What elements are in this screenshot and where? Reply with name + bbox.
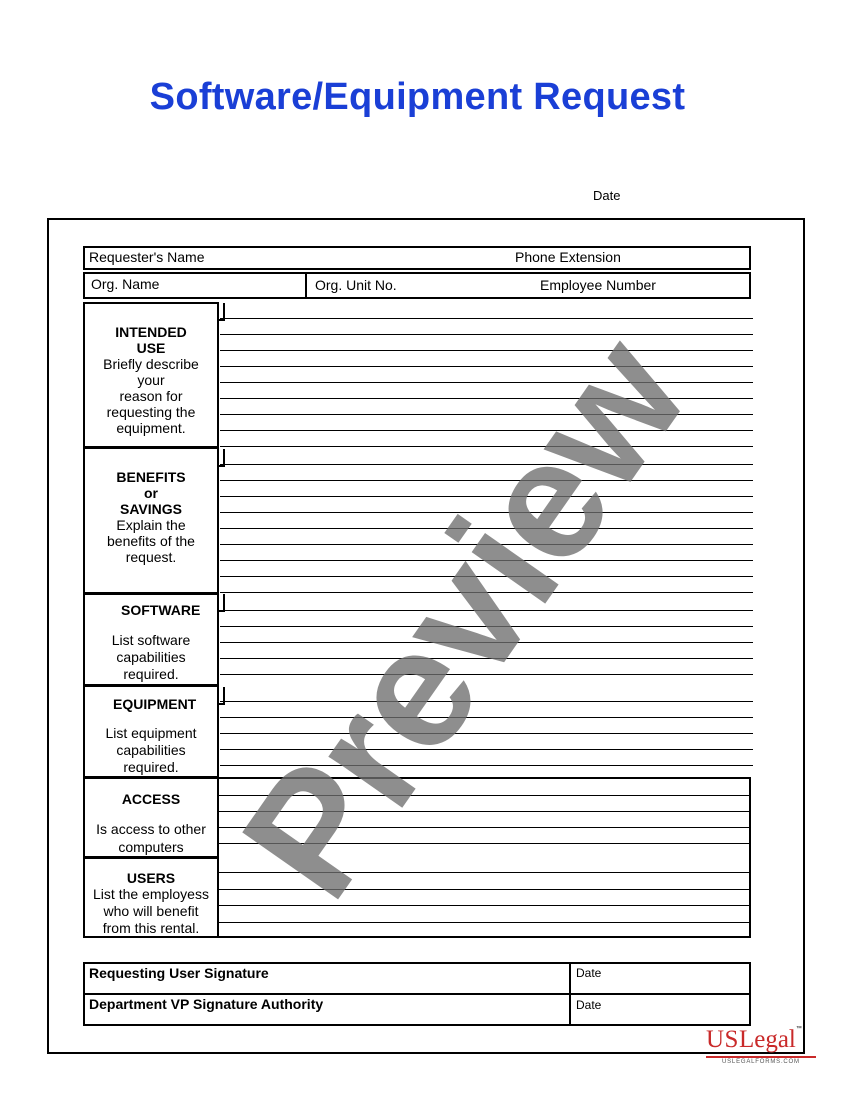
writing-line[interactable] bbox=[219, 827, 751, 828]
writing-line[interactable] bbox=[220, 576, 753, 577]
section-body: List the employess who will benefit from this rental. bbox=[93, 886, 209, 936]
logo-tagline: USLEGALFORMS.COM bbox=[722, 1059, 800, 1065]
signature-divider-vertical bbox=[569, 962, 571, 1026]
writing-line[interactable] bbox=[219, 811, 751, 812]
writing-line[interactable] bbox=[220, 626, 753, 627]
writing-line[interactable] bbox=[220, 765, 753, 766]
writing-line[interactable] bbox=[220, 642, 753, 643]
writing-line[interactable] bbox=[220, 512, 753, 513]
section-users bbox=[83, 857, 219, 938]
writing-line[interactable] bbox=[219, 922, 751, 923]
writing-line[interactable] bbox=[220, 701, 753, 702]
section-body: Is access to other computers bbox=[96, 821, 206, 855]
phone-extension-label: Phone Extension bbox=[515, 249, 621, 265]
writing-line[interactable] bbox=[220, 398, 753, 399]
logo-tm-icon: ™ bbox=[795, 1026, 802, 1032]
writing-line[interactable] bbox=[220, 446, 753, 447]
section-heading: SOFTWARE bbox=[121, 602, 201, 618]
access-users-lines-box bbox=[217, 777, 751, 938]
writing-line[interactable] bbox=[220, 610, 753, 611]
writing-line[interactable] bbox=[220, 414, 753, 415]
section-equipment bbox=[83, 685, 219, 778]
writing-line[interactable] bbox=[220, 560, 753, 561]
requesters-name-label: Requester's Name bbox=[89, 249, 205, 265]
logo-bar bbox=[706, 1056, 816, 1058]
writing-line[interactable] bbox=[220, 733, 753, 734]
requesting-user-signature-label: Requesting User Signature bbox=[89, 965, 269, 981]
writing-line[interactable] bbox=[220, 480, 753, 481]
writing-line[interactable] bbox=[220, 318, 753, 319]
writing-line[interactable] bbox=[220, 350, 753, 351]
section-software bbox=[83, 593, 219, 686]
section-body: List software capabilities required. bbox=[111, 632, 191, 682]
org-unit-label: Org. Unit No. bbox=[315, 277, 397, 293]
section-benefits bbox=[83, 447, 219, 594]
writing-line[interactable] bbox=[219, 889, 751, 890]
date-label: Date bbox=[593, 188, 621, 203]
uslegal-logo bbox=[706, 1026, 824, 1065]
writing-line[interactable] bbox=[220, 544, 753, 545]
writing-line[interactable] bbox=[219, 843, 751, 844]
bracket-tick bbox=[219, 449, 225, 467]
logo-us: US bbox=[706, 1026, 739, 1053]
section-heading: ACCESS bbox=[121, 791, 181, 807]
form-title: Software/Equipment Request bbox=[149, 76, 686, 118]
dept-vp-signature-label: Department VP Signature Authority bbox=[89, 996, 324, 1012]
requesting-user-date-label: Date bbox=[576, 966, 602, 980]
section-heading: INTENDED USE bbox=[115, 324, 187, 356]
writing-line[interactable] bbox=[220, 528, 753, 529]
writing-line[interactable] bbox=[220, 658, 753, 659]
writing-line[interactable] bbox=[220, 749, 753, 750]
org-name-label: Org. Name bbox=[91, 276, 160, 292]
writing-line[interactable] bbox=[219, 905, 751, 906]
bracket-tick bbox=[219, 303, 225, 321]
preview-watermark: Preview bbox=[206, 306, 723, 930]
writing-line[interactable] bbox=[220, 592, 753, 593]
writing-line[interactable] bbox=[220, 496, 753, 497]
writing-line[interactable] bbox=[220, 334, 753, 335]
section-access bbox=[83, 777, 219, 858]
writing-line[interactable] bbox=[220, 674, 753, 675]
signature-divider-horizontal bbox=[83, 993, 751, 995]
section-intended-use bbox=[83, 302, 219, 448]
employee-number-label: Employee Number bbox=[540, 277, 656, 293]
logo-legal: Legal bbox=[738, 1026, 796, 1053]
dept-vp-date-label: Date bbox=[576, 998, 602, 1012]
writing-line[interactable] bbox=[220, 464, 753, 465]
section-body: Briefly describe your reason for requesting the equipment. bbox=[103, 356, 199, 436]
writing-line[interactable] bbox=[219, 795, 751, 796]
section-heading: EQUIPMENT bbox=[113, 696, 197, 712]
section-heading: BENEFITS or SAVINGS bbox=[116, 469, 186, 517]
section-heading: USERS bbox=[126, 870, 176, 886]
writing-line[interactable] bbox=[220, 366, 753, 367]
section-body: Explain the benefits of the request. bbox=[107, 517, 195, 565]
writing-line[interactable] bbox=[220, 430, 753, 431]
bracket-tick bbox=[219, 687, 225, 705]
writing-line[interactable] bbox=[220, 382, 753, 383]
writing-line[interactable] bbox=[219, 872, 751, 873]
bracket-tick bbox=[219, 594, 225, 612]
org-divider bbox=[305, 272, 307, 299]
writing-line[interactable] bbox=[220, 717, 753, 718]
section-body: List equipment capabilities required. bbox=[105, 725, 197, 775]
